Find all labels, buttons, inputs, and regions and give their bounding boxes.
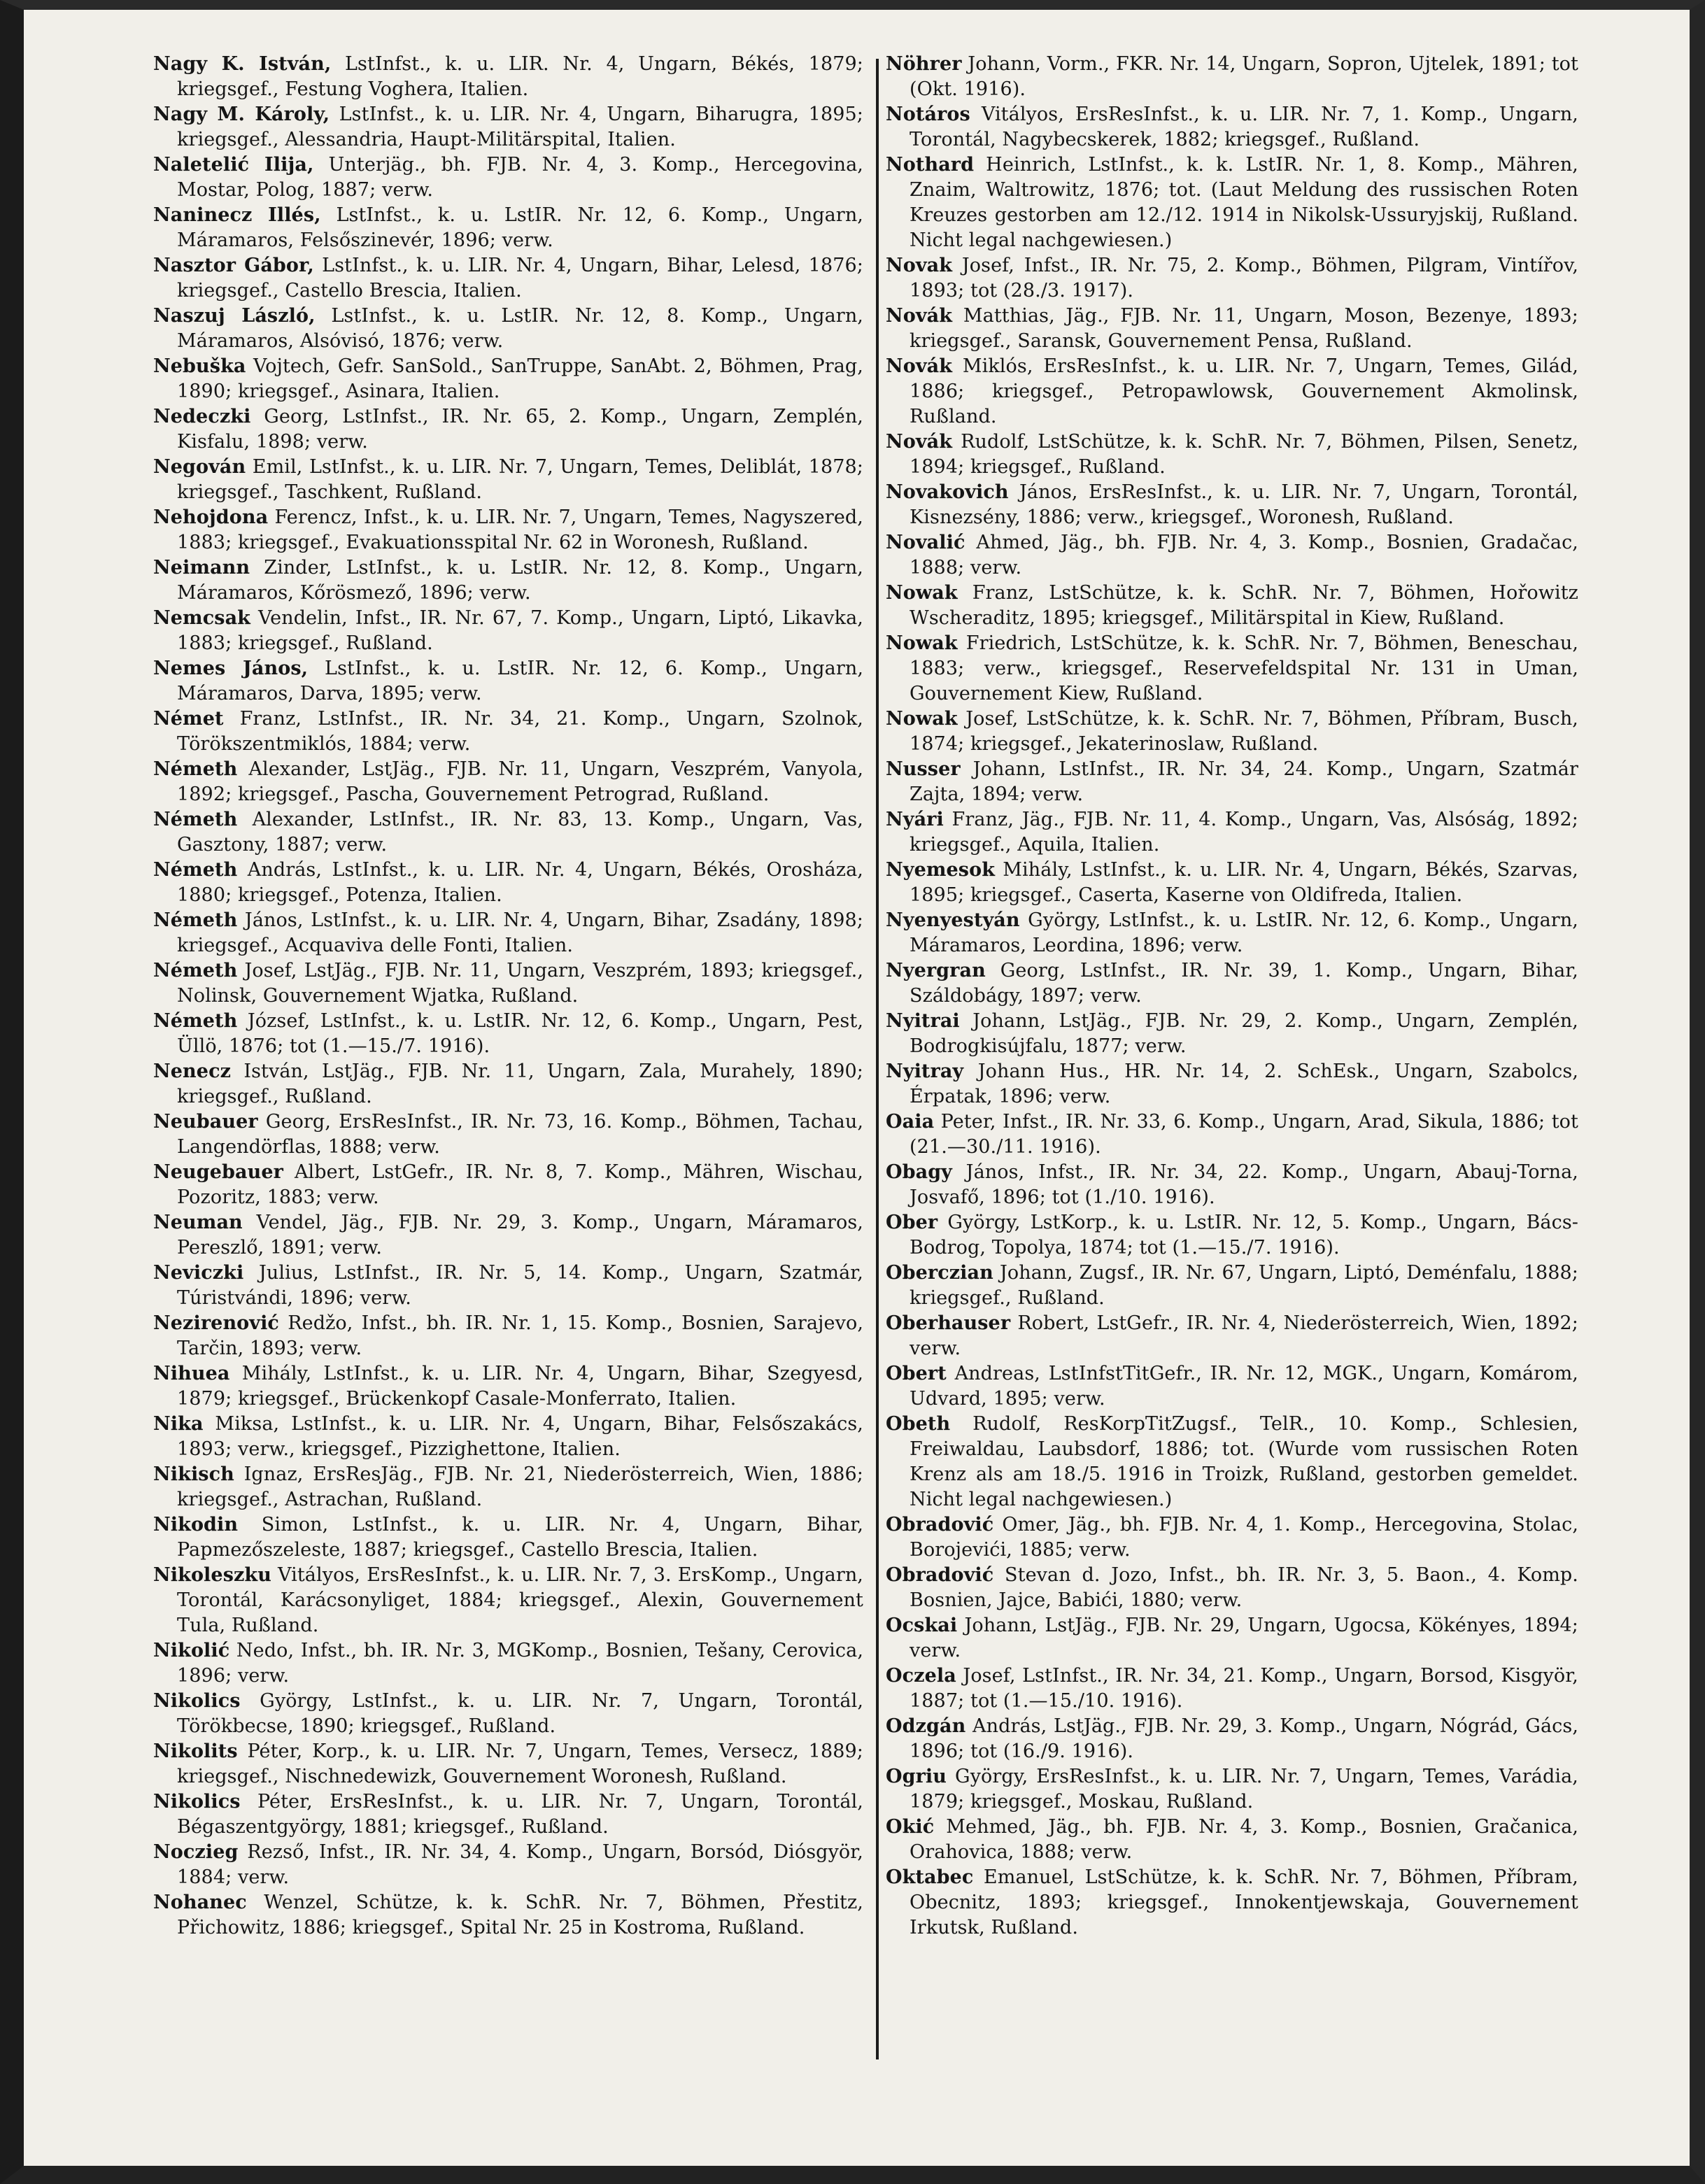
casualty-entry: [886, 1361, 1578, 1412]
entry-surname: Nenecz: [153, 1061, 232, 1082]
casualty-entry: [153, 253, 863, 304]
entry-surname: Obert: [886, 1363, 947, 1384]
entry-surname: Obradović: [886, 1514, 994, 1536]
entry-details: Josef, Infst., IR. Nr. 75, 2. Komp., Böhmen, Pilgram, Vintířov, 1893; tot (28./3. 1917).: [910, 255, 1578, 302]
casualty-entry: [153, 203, 863, 253]
casualty-entry: [153, 555, 863, 606]
entry-details: Johann, LstJäg., FJB. Nr. 29, 2. Komp., Ungarn, Zemplén, Bodrogkisújfalu, 1877; verw.: [910, 1010, 1578, 1057]
entry-details: Zinder, LstInfst., k. u. LstIR. Nr. 12, 8. Komp., Ungarn, Máramaros, Kőrösmező, 1896; verw.: [177, 557, 863, 604]
entry-surname: Nagy K. István,: [153, 53, 332, 75]
entry-surname: Nehojdona: [153, 506, 269, 528]
casualty-entry: [153, 1261, 863, 1311]
entry-surname: Nikoleszku: [153, 1564, 271, 1586]
casualty-entry: [153, 1462, 863, 1512]
entry-surname: Ocskai: [886, 1615, 958, 1636]
entry-surname: Neuman: [153, 1212, 243, 1233]
casualty-entry: [886, 757, 1578, 807]
entry-details: Peter, Infst., IR. Nr. 33, 6. Komp., Ungarn, Arad, Sikula, 1886; tot (21.—30./11. 1916).: [910, 1111, 1578, 1158]
casualty-entry: [153, 304, 863, 354]
casualty-entry: [886, 1664, 1578, 1714]
entry-details: Mihály, LstInfst., k. u. LIR. Nr. 4, Ungarn, Békés, Szarvas, 1895; kriegsgef., Caserta, Kaserne von Oldifreda, Italien.: [910, 859, 1578, 906]
entry-details: Unterjäg., bh. FJB. Nr. 4, 3. Komp., Hercegovina, Mostar, Polog, 1887; verw.: [177, 154, 863, 201]
entry-surname: Odzgán: [886, 1715, 966, 1737]
casualty-entry: [153, 1512, 863, 1563]
casualty-entry: [886, 1512, 1578, 1563]
casualty-entry: [153, 1109, 863, 1160]
casualty-entry: [153, 1361, 863, 1412]
casualty-entry: [886, 1311, 1578, 1361]
casualty-entry: [886, 1210, 1578, 1261]
casualty-entry: [886, 304, 1578, 354]
entry-details: István, LstJäg., FJB. Nr. 11, Ungarn, Zala, Murahely, 1890; kriegsgef., Rußland.: [177, 1061, 863, 1107]
casualty-entry: [886, 1160, 1578, 1210]
entry-details: Georg, LstInfst., IR. Nr. 65, 2. Komp., Ungarn, Zemplén, Kisfalu, 1898; verw.: [177, 406, 863, 453]
entry-details: János, ErsResInfst., k. u. LIR. Nr. 7, Ungarn, Torontál, Kisnezsény, 1886; verw., kriegsgef., Woronesh, Rußland.: [910, 481, 1578, 528]
entry-details: Julius, LstInfst., IR. Nr. 5, 14. Komp., Ungarn, Szatmár, Túristvándi, 1896; verw.: [177, 1262, 863, 1309]
entry-details: János, Infst., IR. Nr. 34, 22. Komp., Ungarn, Abauj-Torna, Josvafő, 1896; tot (1./10. 1916).: [910, 1161, 1578, 1208]
casualty-entry: [153, 858, 863, 908]
entry-details: Emil, LstInfst., k. u. LIR. Nr. 7, Ungarn, Temes, Deliblát, 1878; kriegsgef., Taschkent, Rußland.: [177, 456, 863, 503]
casualty-entry: [153, 1689, 863, 1739]
casualty-entry: [886, 1109, 1578, 1160]
entry-surname: Naletelić Ilija,: [153, 154, 314, 176]
casualty-entry: [886, 1613, 1578, 1664]
entry-details: Péter, ErsResInfst., k. u. LIR. Nr. 7, Ungarn, Torontál, Bégaszentgyörgy, 1881; kriegsgef., Rußland.: [177, 1791, 863, 1838]
casualty-entry: [153, 1210, 863, 1261]
casualty-entry: [153, 1739, 863, 1789]
entry-surname: Novák: [886, 431, 953, 453]
casualty-entry: [153, 505, 863, 555]
entry-details: Rudolf, ResKorpTitZugsf., TelR., 10. Komp., Schlesien, Freiwaldau, Laubsdorf, 1886; tot. (Wurde vom russischen Roten Krenz als am 18./5. 1916 in Troizk, Rußland, gestorben gemeldet. Nicht legal nachgewiesen.): [910, 1413, 1578, 1510]
casualty-entry: [153, 1840, 863, 1890]
entry-surname: Németh: [153, 758, 238, 780]
casualty-entry: [886, 530, 1578, 581]
entry-surname: Novak: [886, 255, 953, 276]
entry-surname: Ogriu: [886, 1766, 947, 1787]
entry-details: Matthias, Jäg., FJB. Nr. 11, Ungarn, Moson, Bezenye, 1893; kriegsgef., Saransk, Gouvernement Pensa, Rußland.: [910, 305, 1578, 352]
entry-details: LstInfst., k. u. LIR. Nr. 4, Ungarn, Békés, 1879; kriegsgef., Festung Voghera, Italien.: [177, 53, 863, 100]
entry-details: LstInfst., k. u. LIR. Nr. 4, Ungarn, Bihar, Lelesd, 1876; kriegsgef., Castello Brescia, Italien.: [177, 255, 863, 302]
column-divider: [876, 59, 879, 2059]
entry-surname: Nyitrai: [886, 1010, 960, 1032]
casualty-entry: [153, 455, 863, 505]
casualty-entry: [153, 1890, 863, 1941]
entry-surname: Novalić: [886, 532, 965, 553]
entry-details: József, LstInfst., k. u. LstIR. Nr. 12, 6. Komp., Ungarn, Pest, Üllö, 1876; tot (1.—15./7. 1916).: [177, 1010, 863, 1057]
entry-surname: Nikolics: [153, 1690, 241, 1712]
entry-surname: Novakovich: [886, 481, 1009, 503]
right-column: [886, 52, 1578, 2122]
casualty-entry: [886, 102, 1578, 153]
entry-surname: Neimann: [153, 557, 250, 579]
entry-details: Robert, LstGefr., IR. Nr. 4, Niederösterreich, Wien, 1892; verw.: [910, 1312, 1578, 1359]
casualty-entry: [153, 606, 863, 656]
casualty-entry: [153, 404, 863, 455]
entry-details: Péter, Korp., k. u. LIR. Nr. 7, Ungarn, Temes, Versecz, 1889; kriegsgef., Nischnedewizk, Gouvernement Woronesh, Rußland.: [177, 1740, 863, 1787]
entry-surname: Nikisch: [153, 1463, 234, 1485]
entry-surname: Nikolits: [153, 1740, 238, 1762]
entry-details: Vitályos, ErsResInfst., k. u. LIR. Nr. 7, 1. Komp., Ungarn, Torontál, Nagybecskerek, 1882; kriegsgef., Rußland.: [910, 104, 1578, 150]
casualty-entry: [153, 1311, 863, 1361]
entry-details: Johann, Zugsf., IR. Nr. 67, Ungarn, Liptó, Deménfalu, 1888; kriegsgef., Rußland.: [910, 1262, 1578, 1309]
entry-details: Franz, Jäg., FJB. Nr. 11, 4. Komp., Ungarn, Vas, Alsóság, 1892; kriegsgef., Aquila, Italien.: [910, 809, 1578, 856]
entry-details: Mehmed, Jäg., bh. FJB. Nr. 4, 3. Komp., Bosnien, Gračanica, Orahovica, 1888; verw.: [910, 1816, 1578, 1863]
entry-surname: Nika: [153, 1413, 204, 1435]
entry-details: Alexander, LstInfst., IR. Nr. 83, 13. Komp., Ungarn, Vas, Gasztony, 1887; verw.: [177, 809, 863, 856]
casualty-entry: [886, 581, 1578, 631]
entry-surname: Oberczian: [886, 1262, 993, 1284]
entry-details: Rudolf, LstSchütze, k. k. SchR. Nr. 7, Böhmen, Pilsen, Senetz, 1894; kriegsgef., Rußland.: [910, 431, 1578, 478]
entry-surname: Oktabec: [886, 1866, 974, 1888]
entry-details: LstInfst., k. u. LIR. Nr. 4, Ungarn, Biharugra, 1895; kriegsgef., Alessandria, Haupt-Militärspital, Italien.: [177, 104, 863, 150]
casualty-entry: [153, 1412, 863, 1462]
entry-details: Johann, LstJäg., FJB. Nr. 29, Ungarn, Ugocsa, Kökényes, 1894; verw.: [910, 1615, 1578, 1661]
entry-surname: Nyergran: [886, 960, 986, 981]
entry-details: Andreas, LstInfstTitGefr., IR. Nr. 12, MGK., Ungarn, Komárom, Udvard, 1895; verw.: [910, 1363, 1578, 1410]
entry-surname: Nikolić: [153, 1640, 230, 1661]
casualty-entry: [153, 656, 863, 707]
casualty-entry: [153, 1059, 863, 1109]
entry-details: Ignaz, ErsResJäg., FJB. Nr. 21, Niederösterreich, Wien, 1886; kriegsgef., Astrachan, Rußland.: [177, 1463, 863, 1510]
entry-surname: Notáros: [886, 104, 970, 125]
entry-details: Wenzel, Schütze, k. k. SchR. Nr. 7, Böhmen, Přestitz, Přichowitz, 1886; kriegsgef., Spital Nr. 25 in Kostroma, Rußland.: [177, 1892, 863, 1938]
entry-surname: Nusser: [886, 758, 961, 780]
casualty-entry: [153, 102, 863, 153]
entry-details: Friedrich, LstSchütze, k. k. SchR. Nr. 7, Böhmen, Beneschau, 1883; verw., kriegsgef., Reservefeldspital Nr. 131 in Uman, Gouvernement Kiew, Rußland.: [910, 632, 1578, 704]
casualty-entry: [153, 908, 863, 958]
entry-surname: Neubauer: [153, 1111, 258, 1133]
entry-details: György, LstInfst., k. u. LIR. Nr. 7, Ungarn, Torontál, Törökbecse, 1890; kriegsgef., Rußland.: [177, 1690, 863, 1737]
casualty-entry: [886, 1009, 1578, 1059]
entry-surname: Oaia: [886, 1111, 935, 1133]
casualty-entry: [886, 1714, 1578, 1764]
casualty-entry: [886, 480, 1578, 530]
entry-details: Omer, Jäg., bh. FJB. Nr. 4, 1. Komp., Hercegovina, Stolac, Borojevići, 1885; verw.: [910, 1514, 1578, 1561]
entry-details: András, LstJäg., FJB. Nr. 29, 3. Komp., Ungarn, Nógrád, Gács, 1896; tot (16./9. 1916).: [910, 1715, 1578, 1762]
entry-surname: Németh: [153, 859, 238, 881]
entry-details: Franz, LstInfst., IR. Nr. 34, 21. Komp., Ungarn, Szolnok, Törökszentmiklós, 1884; verw.: [177, 708, 863, 755]
entry-surname: Okić: [886, 1816, 935, 1838]
casualty-entry: [886, 631, 1578, 707]
entry-details: Stevan d. Jozo, Infst., bh. IR. Nr. 3, 5. Baon., 4. Komp. Bosnien, Jajce, Babići, 1880; verw.: [910, 1564, 1578, 1611]
entry-surname: Novák: [886, 355, 953, 377]
entry-surname: Nemcsak: [153, 607, 250, 629]
casualty-entry: [886, 908, 1578, 958]
entry-surname: Nohanec: [153, 1892, 247, 1913]
entry-surname: Naninecz Illés,: [153, 204, 321, 226]
entry-surname: Nowak: [886, 632, 958, 654]
casualty-entry: [153, 153, 863, 203]
casualty-entry: [886, 354, 1578, 430]
casualty-entry: [886, 253, 1578, 304]
casualty-entry: [153, 52, 863, 102]
entry-details: Albert, LstGefr., IR. Nr. 8, 7. Komp., Mähren, Wischau, Pozoritz, 1883; verw.: [177, 1161, 863, 1208]
entry-details: Josef, LstSchütze, k. k. SchR. Nr. 7, Böhmen, Příbram, Busch, 1874; kriegsgef., Jekaterinoslaw, Rußland.: [910, 708, 1578, 755]
entry-surname: Németh: [153, 909, 238, 931]
entry-surname: Német: [153, 708, 224, 730]
casualty-entry: [153, 1563, 863, 1638]
entry-surname: Obagy: [886, 1161, 952, 1183]
entry-details: Josef, LstInfst., IR. Nr. 34, 21. Komp., Ungarn, Borsod, Kisgyör, 1887; tot (1.—15./10. 1916).: [910, 1665, 1578, 1712]
casualty-entry: [886, 52, 1578, 102]
entry-details: Ferencz, Infst., k. u. LIR. Nr. 7, Ungarn, Temes, Nagyszered, 1883; kriegsgef., Evakuationsspital Nr. 62 in Woronesh, Rußland.: [177, 506, 863, 553]
casualty-entry: [153, 1638, 863, 1689]
entry-details: János, LstInfst., k. u. LIR. Nr. 4, Ungarn, Bihar, Zsadány, 1898; kriegsgef., Acquaviva delle Fonti, Italien.: [177, 909, 863, 956]
entry-details: Alexander, LstJäg., FJB. Nr. 11, Ungarn, Veszprém, Vanyola, 1892; kriegsgef., Pascha, Gouvernement Petrograd, Rußland.: [177, 758, 863, 805]
casualty-entry: [886, 1764, 1578, 1815]
casualty-entry: [886, 153, 1578, 253]
entry-details: Heinrich, LstInfst., k. k. LstIR. Nr. 1, 8. Komp., Mähren, Znaim, Waltrowitz, 1876; tot. (Laut Meldung des russischen Roten Kreuzes gestorben am 12./12. 1914 in Nikolsk-Ussuryjskij, Rußland. Nicht legal nachgewiesen.): [910, 154, 1578, 251]
casualty-entry: [886, 1412, 1578, 1512]
entry-surname: Nowak: [886, 708, 958, 730]
entry-details: Nedo, Infst., bh. IR. Nr. 3, MGKomp., Bosnien, Tešany, Cerovica, 1896; verw.: [177, 1640, 863, 1687]
casualty-entry: [153, 1160, 863, 1210]
entry-surname: Negován: [153, 456, 246, 478]
entry-details: Miksa, LstInfst., k. u. LIR. Nr. 4, Ungarn, Bihar, Felsőszakács, 1893; verw., kriegsgef., Pizzighettone, Italien.: [177, 1413, 863, 1460]
entry-surname: Németh: [153, 960, 238, 981]
entry-details: Rezső, Infst., IR. Nr. 34, 4. Komp., Ungarn, Borsód, Diósgyör, 1884; verw.: [177, 1841, 863, 1888]
casualty-entry: [886, 1261, 1578, 1311]
entry-details: LstInfst., k. u. LstIR. Nr. 12, 6. Komp., Ungarn, Máramaros, Felsőszinevér, 1896; verw.: [177, 204, 863, 251]
entry-details: Redžo, Infst., bh. IR. Nr. 1, 15. Komp., Bosnien, Sarajevo, Tarčin, 1893; verw.: [177, 1312, 863, 1359]
entry-surname: Naszuj László,: [153, 305, 316, 327]
casualty-entry: [886, 958, 1578, 1009]
entry-surname: Németh: [153, 1010, 238, 1032]
entry-surname: Obeth: [886, 1413, 951, 1435]
casualty-entry: [153, 807, 863, 858]
entry-details: LstInfst., k. u. LstIR. Nr. 12, 6. Komp., Ungarn, Máramaros, Darva, 1895; verw.: [177, 658, 863, 704]
entry-surname: Nezirenović: [153, 1312, 279, 1334]
entry-details: Johann, Vorm., FKR. Nr. 14, Ungarn, Sopron, Ujtelek, 1891; tot (Okt. 1916).: [910, 53, 1578, 100]
casualty-entry: [153, 757, 863, 807]
entry-surname: Nihuea: [153, 1363, 230, 1384]
entry-surname: Nikolics: [153, 1791, 241, 1813]
entry-details: Emanuel, LstSchütze, k. k. SchR. Nr. 7, Böhmen, Příbram, Obecnitz, 1893; kriegsgef., Innokentjewskaja, Gouvernement Irkutsk, Rußland.: [910, 1866, 1578, 1938]
casualty-entry: [886, 1059, 1578, 1109]
entry-details: Josef, LstJäg., FJB. Nr. 11, Ungarn, Veszprém, 1893; kriegsgef., Nolinsk, Gouvernement Wjatka, Rußland.: [177, 960, 863, 1007]
entry-surname: Nedeczki: [153, 406, 251, 427]
entry-surname: Nyenyestyán: [886, 909, 1020, 931]
entry-details: Miklós, ErsResInfst., k. u. LIR. Nr. 7, Ungarn, Temes, Gilád, 1886; kriegsgef., Petropawlowsk, Gouvernement Akmolinsk, Rußland.: [910, 355, 1578, 427]
entry-surname: Obradović: [886, 1564, 994, 1586]
entry-surname: Neugebauer: [153, 1161, 283, 1183]
casualty-entry: [886, 1563, 1578, 1613]
entry-details: Franz, LstSchütze, k. k. SchR. Nr. 7, Böhmen, Hořowitz Wscheraditz, 1895; kriegsgef., Militärspital in Kiew, Rußland.: [910, 582, 1578, 629]
entry-details: György, ErsResInfst., k. u. LIR. Nr. 7, Ungarn, Temes, Varádia, 1879; kriegsgef., Moskau, Rußland.: [910, 1766, 1578, 1813]
entry-surname: Noczieg: [153, 1841, 239, 1863]
entry-surname: Németh: [153, 809, 238, 830]
casualty-entry: [886, 707, 1578, 757]
casualty-entry: [886, 858, 1578, 908]
entry-details: Georg, LstInfst., IR. Nr. 39, 1. Komp., Ungarn, Bihar, Száldobágy, 1897; verw.: [910, 960, 1578, 1007]
entry-surname: Nowak: [886, 582, 958, 604]
entry-surname: Nothard: [886, 154, 975, 176]
entry-surname: Nyitray: [886, 1061, 964, 1082]
entry-surname: Nyári: [886, 809, 944, 830]
entry-details: Simon, LstInfst., k. u. LIR. Nr. 4, Ungarn, Bihar, Papmezőszeleste, 1887; kriegsgef., Castello Brescia, Italien.: [177, 1514, 863, 1561]
casualty-entry: [886, 1815, 1578, 1865]
entry-details: Johann Hus., HR. Nr. 14, 2. SchEsk., Ungarn, Szabolcs, Érpatak, 1896; verw.: [910, 1061, 1578, 1107]
casualty-entry: [153, 1789, 863, 1840]
entry-surname: Neviczki: [153, 1262, 244, 1284]
casualty-entry: [886, 1865, 1578, 1941]
entry-details: Ahmed, Jäg., bh. FJB. Nr. 4, 3. Komp., Bosnien, Gradačac, 1888; verw.: [910, 532, 1578, 579]
entry-surname: Oberhauser: [886, 1312, 1011, 1334]
entry-details: Georg, ErsResInfst., IR. Nr. 73, 16. Komp., Böhmen, Tachau, Langendörflas, 1888; verw.: [177, 1111, 863, 1158]
entry-surname: Nebuška: [153, 355, 246, 377]
entry-surname: Oczela: [886, 1665, 956, 1687]
entry-details: LstInfst., k. u. LstIR. Nr. 12, 8. Komp., Ungarn, Máramaros, Alsóvisó, 1876; verw.: [177, 305, 863, 352]
entry-surname: Nemes János,: [153, 658, 309, 679]
entry-surname: Novák: [886, 305, 953, 327]
left-column: [153, 52, 863, 2122]
casualty-entry: [886, 807, 1578, 858]
entry-surname: Ober: [886, 1212, 938, 1233]
entry-details: Vitályos, ErsResInfst., k. u. LIR. Nr. 7, 3. ErsKomp., Ungarn, Torontál, Karácsonyliget, 1884; kriegsgef., Alexin, Gouvernement Tula, Rußland.: [177, 1564, 863, 1636]
entry-surname: Nöhrer: [886, 53, 962, 75]
entry-details: Johann, LstInfst., IR. Nr. 34, 24. Komp., Ungarn, Szatmár Zajta, 1894; verw.: [910, 758, 1578, 805]
casualty-entry: [153, 958, 863, 1009]
entry-surname: Nyemesok: [886, 859, 996, 881]
casualty-entry: [153, 354, 863, 404]
entry-details: György, LstInfst., k. u. LstIR. Nr. 12, 6. Komp., Ungarn, Máramaros, Leordina, 1896; verw.: [910, 909, 1578, 956]
casualty-entry: [153, 1009, 863, 1059]
entry-details: Vendelin, Infst., IR. Nr. 67, 7. Komp., Ungarn, Liptó, Likavka, 1883; kriegsgef., Rußland.: [177, 607, 863, 654]
entry-surname: Nasztor Gábor,: [153, 255, 314, 276]
entry-details: Vendel, Jäg., FJB. Nr. 29, 3. Komp., Ungarn, Máramaros, Pereszlő, 1891; verw.: [177, 1212, 863, 1258]
entry-details: Mihály, LstInfst., k. u. LIR. Nr. 4, Ungarn, Bihar, Szegyesd, 1879; kriegsgef., Brückenkopf Casale-Monferrato, Italien.: [177, 1363, 863, 1410]
casualty-entry: [153, 707, 863, 757]
entry-details: Vojtech, Gefr. SanSold., SanTruppe, SanAbt. 2, Böhmen, Prag, 1890; kriegsgef., Asinara, Italien.: [177, 355, 863, 402]
casualty-entry: [886, 430, 1578, 480]
entry-details: György, LstKorp., k. u. LstIR. Nr. 12, 5. Komp., Ungarn, Bács-Bodrog, Topolya, 1874; tot (1.—15./7. 1916).: [910, 1212, 1578, 1258]
entry-surname: Nikodin: [153, 1514, 239, 1536]
entry-surname: Nagy M. Károly,: [153, 104, 330, 125]
entry-details: András, LstInfst., k. u. LIR. Nr. 4, Ungarn, Békés, Orosháza, 1880; kriegsgef., Potenza, Italien.: [177, 859, 863, 906]
